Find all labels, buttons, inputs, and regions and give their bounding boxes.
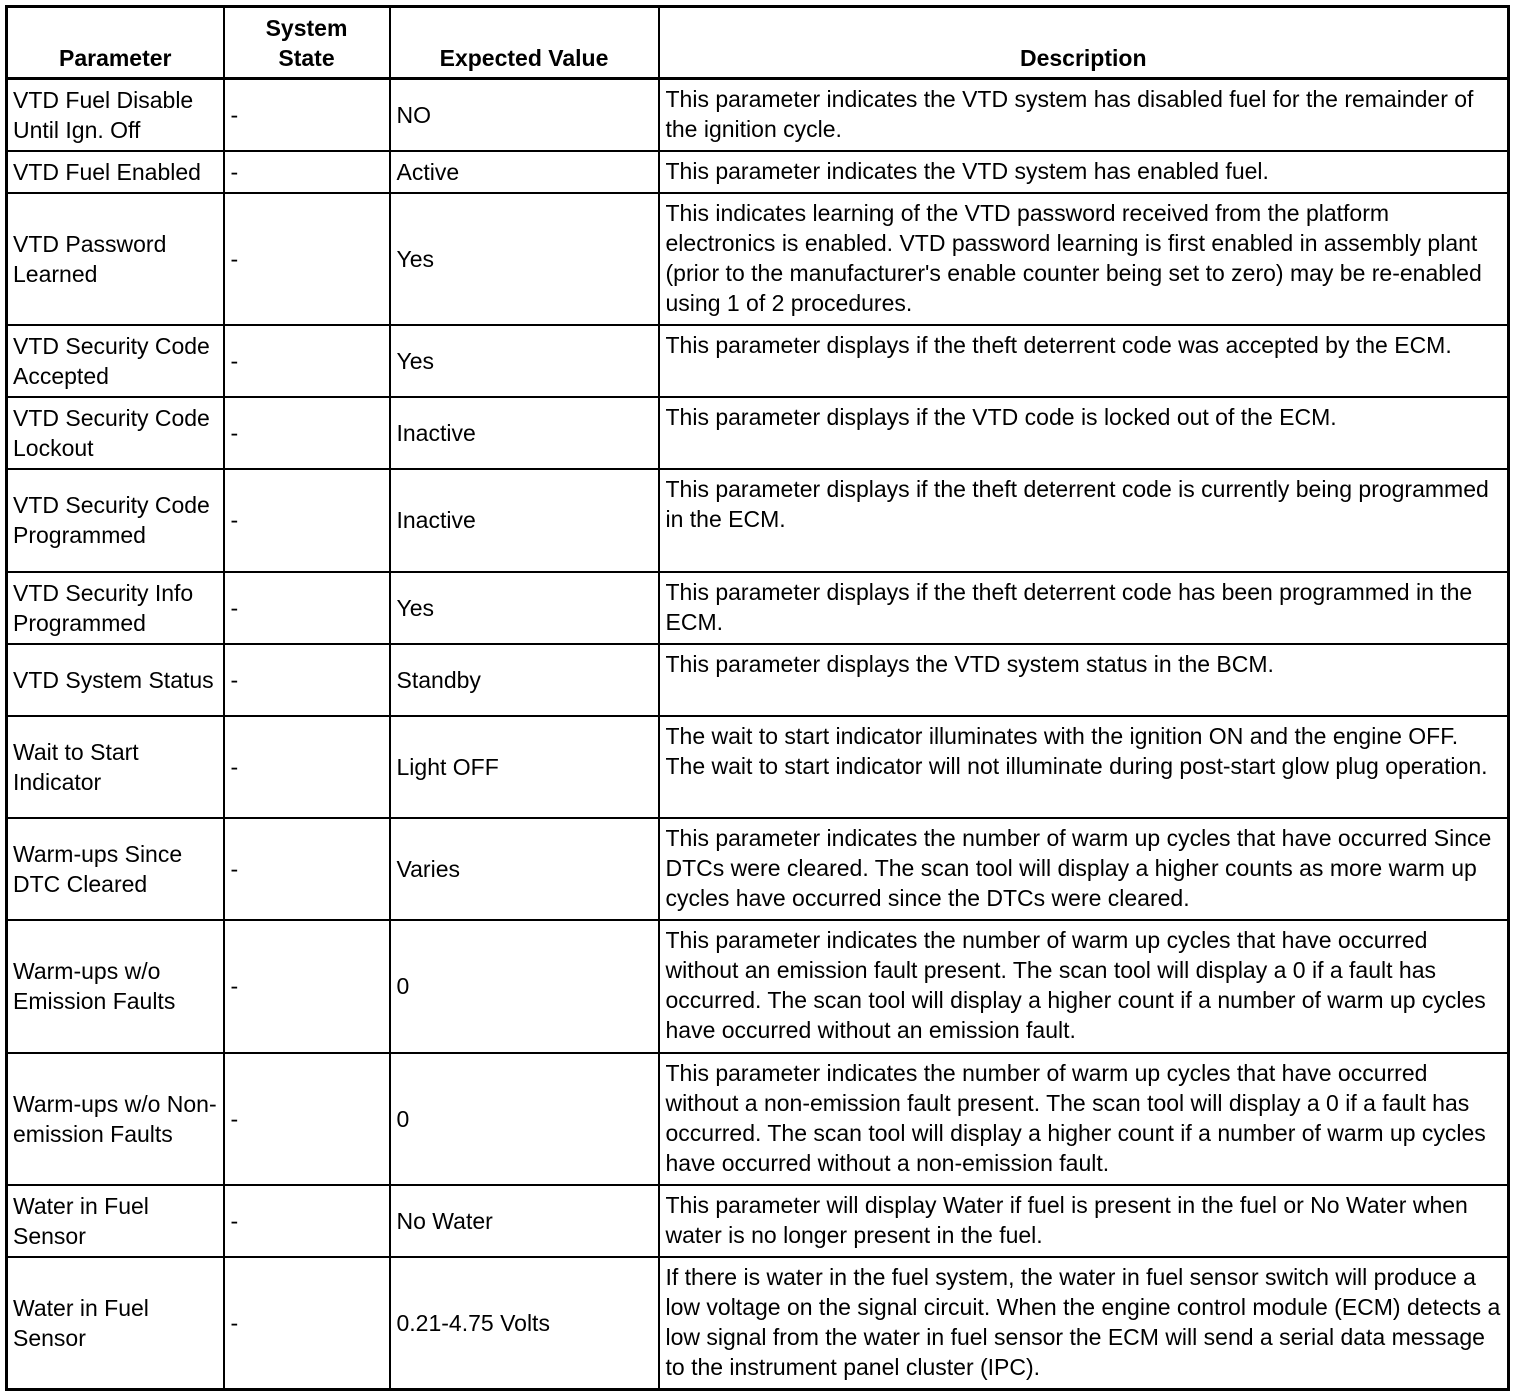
header-expected-value: Expected Value bbox=[390, 7, 659, 79]
cell-parameter: VTD System Status bbox=[7, 644, 224, 716]
cell-parameter: VTD Security Code Accepted bbox=[7, 325, 224, 397]
cell-description: This parameter displays if the theft deterrent code was accepted by the ECM. bbox=[659, 325, 1509, 397]
cell-expected-value: Inactive bbox=[390, 397, 659, 469]
table-row bbox=[7, 572, 1509, 644]
cell-description: This parameter indicates the number of warm up cycles that have occurred without a non-emission fault present. The scan tool will display a 0 if a fault has occurred. The scan tool will display a higher count if a number of warm up cycles have occurred without a non-emission fault. bbox=[659, 1053, 1509, 1185]
table-row bbox=[7, 818, 1509, 920]
cell-system-state: - bbox=[224, 397, 390, 469]
cell-expected-value: Yes bbox=[390, 572, 659, 644]
table-row bbox=[7, 151, 1509, 193]
table-row bbox=[7, 644, 1509, 716]
cell-parameter: Warm-ups w/o Emission Faults bbox=[7, 920, 224, 1052]
table-row bbox=[7, 193, 1509, 325]
table-row bbox=[7, 397, 1509, 469]
cell-description: This parameter indicates the number of warm up cycles that have occurred without an emission fault present. The scan tool will display a 0 if a fault has occurred. The scan tool will display a higher count if a number of warm up cycles have occurred without an emission fault. bbox=[659, 920, 1509, 1052]
cell-system-state: - bbox=[224, 1053, 390, 1185]
cell-description: This parameter indicates the VTD system has enabled fuel. bbox=[659, 151, 1509, 193]
cell-expected-value: Active bbox=[390, 151, 659, 193]
table-row bbox=[7, 1257, 1509, 1389]
table-row bbox=[7, 920, 1509, 1052]
cell-description: This parameter displays the VTD system status in the BCM. bbox=[659, 644, 1509, 716]
parameter-table bbox=[5, 5, 1510, 1391]
cell-expected-value: NO bbox=[390, 79, 659, 151]
cell-expected-value: Yes bbox=[390, 193, 659, 325]
cell-expected-value: No Water bbox=[390, 1185, 659, 1257]
cell-description: This parameter will display Water if fuel is present in the fuel or No Water when water is no longer present in the fuel. bbox=[659, 1185, 1509, 1257]
cell-system-state: - bbox=[224, 1257, 390, 1389]
header-system-state: System State bbox=[224, 7, 390, 79]
header-description: Description bbox=[659, 7, 1509, 79]
cell-system-state: - bbox=[224, 193, 390, 325]
cell-parameter: VTD Fuel Disable Until Ign. Off bbox=[7, 79, 224, 151]
cell-parameter: VTD Fuel Enabled bbox=[7, 151, 224, 193]
cell-parameter: VTD Security Info Programmed bbox=[7, 572, 224, 644]
cell-parameter: Water in Fuel Sensor bbox=[7, 1257, 224, 1389]
parameter-table-frame bbox=[5, 5, 1507, 1391]
cell-system-state: - bbox=[224, 151, 390, 193]
cell-expected-value: Standby bbox=[390, 644, 659, 716]
cell-system-state: - bbox=[224, 818, 390, 920]
cell-parameter: VTD Password Learned bbox=[7, 193, 224, 325]
header-parameter: Parameter bbox=[7, 7, 224, 79]
cell-parameter: Water in Fuel Sensor bbox=[7, 1185, 224, 1257]
cell-parameter: Warm-ups Since DTC Cleared bbox=[7, 818, 224, 920]
cell-expected-value: Yes bbox=[390, 325, 659, 397]
cell-description: This parameter displays if the VTD code is locked out of the ECM. bbox=[659, 397, 1509, 469]
cell-description: This parameter indicates the number of warm up cycles that have occurred Since DTCs were cleared. The scan tool will display a higher counts as more warm up cycles have occurred since the DTCs were cleared. bbox=[659, 818, 1509, 920]
table-row bbox=[7, 325, 1509, 397]
table-row bbox=[7, 469, 1509, 571]
cell-expected-value: Light OFF bbox=[390, 716, 659, 818]
cell-description: The wait to start indicator illuminates with the ignition ON and the engine OFF. The wait to start indicator will not illuminate during post-start glow plug operation. bbox=[659, 716, 1509, 818]
cell-parameter: VTD Security Code Lockout bbox=[7, 397, 224, 469]
cell-expected-value: 0 bbox=[390, 1053, 659, 1185]
cell-system-state: - bbox=[224, 469, 390, 571]
table-row bbox=[7, 1053, 1509, 1185]
cell-parameter: VTD Security Code Programmed bbox=[7, 469, 224, 571]
header-row bbox=[7, 7, 1509, 79]
cell-parameter: Wait to Start Indicator bbox=[7, 716, 224, 818]
cell-expected-value: Inactive bbox=[390, 469, 659, 571]
cell-system-state: - bbox=[224, 572, 390, 644]
cell-description: If there is water in the fuel system, the water in fuel sensor switch will produce a low voltage on the signal circuit. When the engine control module (ECM) detects a low signal from the water in fuel sensor the ECM will send a serial data message to the instrument panel cluster (IPC). bbox=[659, 1257, 1509, 1389]
cell-system-state: - bbox=[224, 644, 390, 716]
table-row bbox=[7, 1185, 1509, 1257]
cell-parameter: Warm-ups w/o Non-emission Faults bbox=[7, 1053, 224, 1185]
cell-system-state: - bbox=[224, 716, 390, 818]
cell-system-state: - bbox=[224, 79, 390, 151]
cell-description: This indicates learning of the VTD password received from the platform electronics is enabled. VTD password learning is first enabled in assembly plant (prior to the manufacturer's enable counter being set to zero) may be re-enabled using 1 of 2 procedures. bbox=[659, 193, 1509, 325]
cell-system-state: - bbox=[224, 1185, 390, 1257]
table-row bbox=[7, 79, 1509, 151]
cell-description: This parameter indicates the VTD system has disabled fuel for the remainder of the ignition cycle. bbox=[659, 79, 1509, 151]
table-row bbox=[7, 716, 1509, 818]
cell-description: This parameter displays if the theft deterrent code has been programmed in the ECM. bbox=[659, 572, 1509, 644]
cell-expected-value: 0.21-4.75 Volts bbox=[390, 1257, 659, 1389]
cell-expected-value: Varies bbox=[390, 818, 659, 920]
cell-system-state: - bbox=[224, 920, 390, 1052]
cell-system-state: - bbox=[224, 325, 390, 397]
cell-description: This parameter displays if the theft deterrent code is currently being programmed in the ECM. bbox=[659, 469, 1509, 571]
cell-expected-value: 0 bbox=[390, 920, 659, 1052]
